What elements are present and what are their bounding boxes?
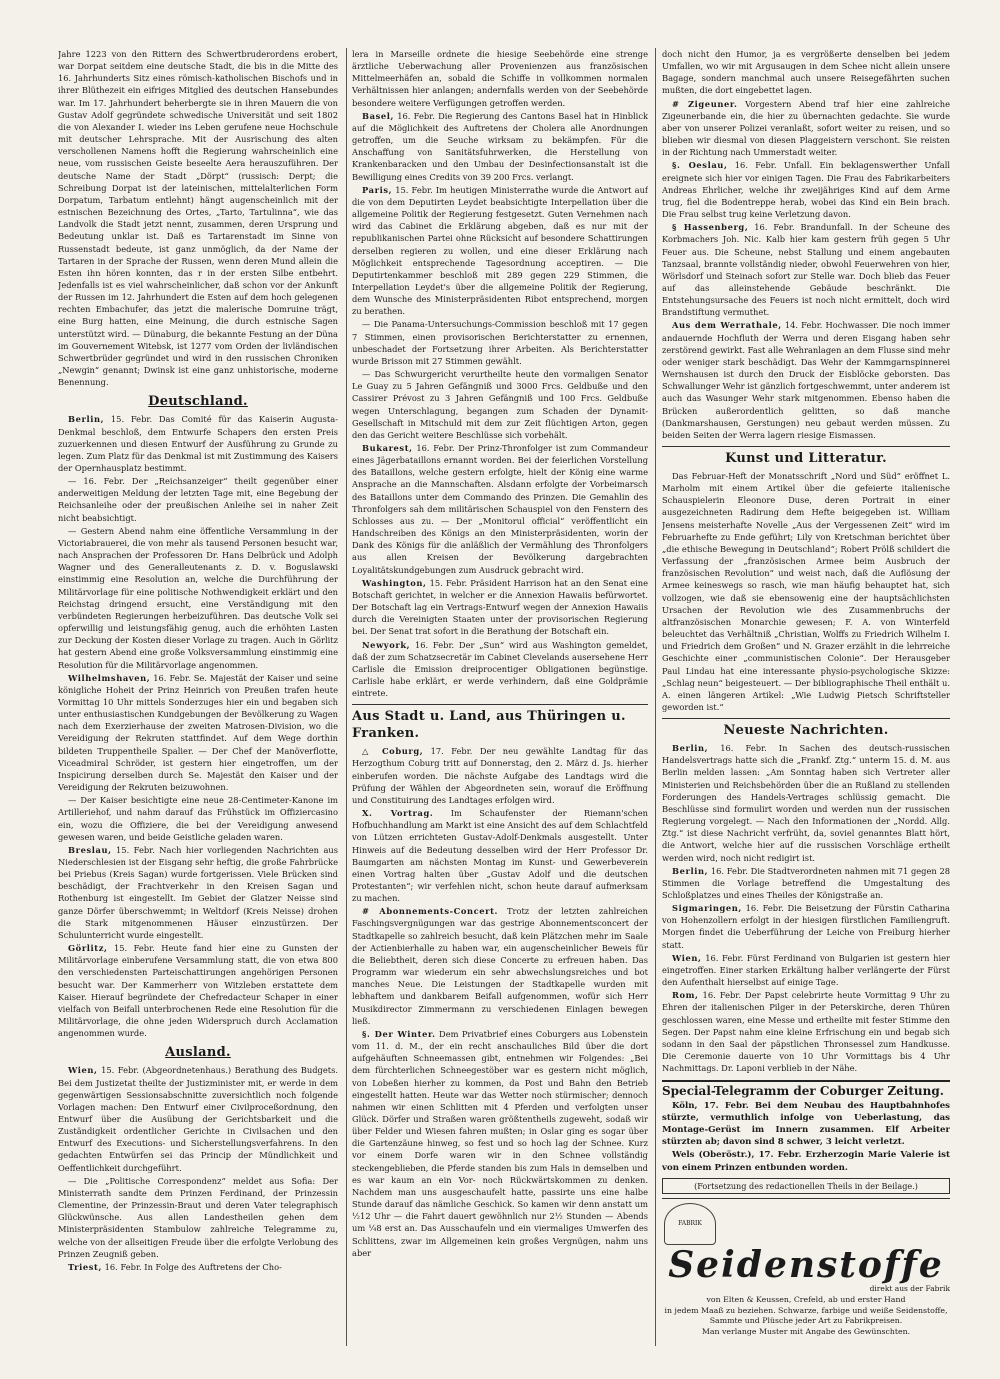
ad-line: von Elten & Keussen, Crefeld, ab und erster Hand: [706, 1295, 906, 1305]
telegram-wels: Wels (Oberöstr.), 17. Febr. Erzherzogin Marie Valerie ist von einem Prinzen entbunden worden.: [662, 1150, 950, 1173]
article-zigeuner: [662, 98, 950, 159]
article-text: — Das Schwurgericht verurtheilte heute den vormaligen Senator Le Guay zu 5 Jahren Gefängniß und 3000 Frcs. Geldbuße und den Cassirer Prévost zu 3 Jahren Gefängniß und 100 Frcs. Geldbuße wegen Unterschlagung, begangen zum Schaden der Dynamit-Gesellschaft in Mitschuld mit dem zur Zeit flüchtigen Arton, gegen den das Gericht weitere Beschlüsse sich vorbehält.: [352, 369, 648, 440]
dateline: Berlin,: [68, 414, 105, 425]
ad-line: in jedem Maaß zu beziehen. Schwarze, farbige und weiße Seidenstoffe,: [664, 1305, 948, 1315]
dateline: Wilhelmshaven,: [68, 672, 151, 683]
dateline: Berlin,: [672, 743, 709, 754]
article-text: 15. Febr. (Abgeordnetenhaus.) Berathung des Budgets. Bei dem Justizetat theilte der Justizminister mit, er werde in dem gegenwärtigen Sessionsabschnitte zuversichtlich noch folgende Vorlagen machen: Den Entwurf einer Civilproceßordnung, den Entwurf über die Ausübung der Gerichtsbarkeit und die Zuständigkeit ordentlicher Gerichte in Civilsachen und den Entwurf des Executions- und Sicherstellungsverfahrens. In den gedachten Entwürfen sei das Princip der Mündlichkeit und Oeffentlichkeit durchgeführt.: [58, 1065, 338, 1173]
article-text: 16. Febr. Unfall. Ein beklagenswerther Unfall ereignete sich hier vor einigen Tagen. Die Frau des Fabrikarbeiters Andreas Ehrlicher, welche ihr zweijähriges Kind auf dem Arme trug, fiel die Bodentreppe herab, wobei das Kind ein Bein brach. Die Frau selbst trug keine Verletzung davon.: [662, 160, 950, 220]
article-werrathal: [662, 319, 950, 441]
dateline: § Hassenberg,: [672, 222, 749, 233]
ad-title: Seidenstoffe: [668, 1243, 944, 1286]
article-newyork: [352, 639, 648, 700]
dateline: # Zigeuner.: [672, 98, 738, 109]
dateline: Rom,: [672, 990, 699, 1001]
article-sigmaringen: [662, 902, 950, 951]
dateline: Wien,: [672, 952, 702, 963]
section-heading-deutschland: Deutschland.: [148, 394, 248, 410]
column-rule: [655, 48, 656, 1346]
continuation-note: (Fortsetzung des redactionellen Theils in der Beilage.): [662, 1178, 950, 1194]
article-abonnement: [352, 905, 648, 1027]
ad-line: Man verlange Muster mit Angabe des Gewünschten.: [701, 1326, 911, 1336]
dateline: X. Vortrag.: [362, 808, 434, 819]
article-breslau: [58, 844, 338, 941]
article-berlin-neu: [662, 742, 950, 864]
article-text: 15. Febr. Präsident Harrison hat an den Senat eine Botschaft gerichtet, in welcher er die Annexion Hawaiis befürwortet. Der Botschaft lag ein Vertrags-Entwurf wegen der Annexion Hawaiis durch die Vereinigten Staaten unter der provisorischen Regierung bei. Der Senat trat sofort in die Berathung der Botschaft ein.: [352, 577, 648, 637]
article-text: 16. Febr. Die Regierung des Cantons Basel hat in Hinblick auf die Möglichkeit des Auftretens der Cholera alle Anordnungen getroffen, um die Seuche wirksam zu bekämpfen. Für die Anschaffung von Sanitätsfuhrwerken, die Herstellung von Krankenbaracken und den Umbau der Desinfectionsanstalt ist die Bewilligung eines Credits von 39 200 Frcs. verlangt.: [352, 110, 648, 182]
telegram-heading: Special-Telegramm der Coburger Zeitung.: [662, 1080, 950, 1097]
column-3: [662, 48, 950, 1348]
article-bukarest: [352, 442, 648, 576]
column-2: [352, 48, 648, 1348]
dateline: Paris,: [362, 184, 393, 195]
advertisement: [662, 1198, 950, 1337]
article-text: 14. Febr. Hochwasser. Die noch immer andauernde Hochfluth der Werra und deren Eisgang haben sehr zerstörend gewirkt. Fast alle Wehranlagen an dem Flusse sind mehr oder weniger stark beschädigt. Das Wehr der Kammgarnspinnerei Wernshausen ist durch den Druck der Eisblöcke geborsten. Das Schwallunger Wehr ist gänzlich fortgeschwemmt, unter anderem ist auch das Wasunger Wehr stark mitgenommen. Ebenso haben die Brücken außerordentlich gelitten, so daß manche (Dankmarshausen, Gerstungen) neu gebaut werden müssen. Zu beiden Seiten der Werra lagern riesige Eismassen.: [662, 320, 950, 440]
article-text: 16. Febr. Der Papst celebrirte heute Vormittag 9 Uhr zu Ehren der italienischen Pilger in der Peterskirche, deren Thüren geschlossen waren, eine Messe und ertheilte mit fester Stimme den Segen. Der Papst nahm eine kleine Erfrischung ein und begab sich sodann in den Saal der päpstlichen Thronsessel zum Handkusse. Die Ceremonie dauerte von 10 Uhr Vormittags bis 4 Uhr Nachmittags. Dr. Laponi verblieb in der Nähe.: [662, 990, 950, 1074]
article-text: Dem Privatbrief eines Coburgers aus Lobenstein vom 11. d. M., der ein recht anschauliches Bild über die dort aufgehäuften Schneemassen gibt, entnehmen wir Folgendes: „Bei dem fürchterlichen Schneegestöber war es gestern nicht möglich, von Lobeßen hierher zu kommen, da Post und Bahn den Betrieb eingestellt hatten. Heute war das Wetter noch stürmischer; dennoch nahmen wir einen Schlitten mit 4 Pferden und verfolgten unser Glück. Dörfer und Straßen waren größtentheils zugeweht, sodaß wir über Felder und Wiesen fahren mußten; in Oslar ging es sogar über die Gartenzäune hinweg, so fest und so hoch lag der Schnee. Kurz vor einem Dorfe waren wir in den Schnee vollständig steckengeblieben, die Pferde standen bis zum Hals in demselben und es war kaum an ein Vor- noch Rückwärtskommen zu denken. Nachdem man uns ausgeschaufelt hatte, passirte uns eine halbe Stunde darauf das nämliche Geschick. So kamen wir denn anstatt um ½12 Uhr — die Fahrt dauert gewöhnlich nur 2½ Stunden — Abends um ¼8 erst an. Das Ausschaufeln und ein viermaliges Umwerfen des Schlittens, zwar im Allgemeinen kein großes Vergnügen, nahm uns aber: [352, 1028, 648, 1258]
article-text: 17. Febr. Der neu gewählte Landtag für das Herzogthum Coburg tritt auf Donnerstag, den 2. März d. Js. hierher einberufen worden. Die nächste Aufgabe des Landtags wird die Prüfung der Wählen der Abgeordneten sein, worauf die Eröffnung und Constituirung des Landtages erfolgen wird.: [352, 746, 648, 805]
article-paris: [352, 184, 648, 318]
article-text: lera in Marseille ordnete die hiesige Seebehörde eine strenge ärztliche Ueberwachung aller Provenienzen aus französischen Mittelmeerhäfen an, sobald die Schiffe in vollkommen normalen Verhältnissen hier anlangen; andernfalls werden von der Seebehörde besondere weitere Verfügungen getroffen werden.: [352, 49, 648, 108]
article-text: 16. Febr. In Sachen des deutsch-russischen Handelsvertrags hatte sich die „Frankf. Ztg.“ unterm 15. d. M. aus Berlin melden lassen: „Am Sonntag haben sich Vertreter aller Ministerien und Reichsbehörden über die an Rußland zu stellenden Forderungen des Handels-Vertrages schlüssig gemacht. Die Beschlüsse sind formulirt worden und werden nun der russischen Regierung vorgelegt. — Nach den Informationen der „Nordd. Allg. Ztg.“ ist diese Nachricht verfrüht, da, soviel genanntes Blatt hört, die Antwort, welche hier auf die russischen Vorschläge ertheilt werden wird, noch nicht redigirt ist.: [662, 743, 950, 863]
article-dorpat: Jahre 1223 von den Rittern des Schwertbruderordens erobert, war Dorpat seitdem eine deutsche Stadt, die bis in die Mitte des 16. Jahrhunderts Sitz eines römisch-katholischen Bischofs und in ihrer Blüthezeit ein eifriges Mitglied des deutschen Hansebundes war. Im 17. Jahrhundert beherbergte sie in ihren Mauern die von Gustav Adolf gegründete schwedische Universität und seit 1802 die von Alexander I. wieder ins Leben gerufene neue Hochschule mit deutscher Lehrsprache. Mit der Ausrischung des alten verschollenen Namens hofft die Regierung wahrscheinlich eine neue, vom russischen Geiste beseelte Aera herauszuführen. Der deutsche Name der Stadt „Dörpt“ (russisch: Derpt; die Schreibung Dorpat ist der lateinischen, mittelalterlichen Form Dorpatum, Tarbatum entlehnt) hängt augenscheinlich mit der estnischen Bezeichnung des Ortes, „Tarto, Tartulinna“, wie das Landvolk die Stadt jetzt nennt, zusammen, deren Ursprung und Bedeutung unklar ist. Daß es Tartarenstadt im Sinne von Russenstadt bedeute, ist ganz unmöglich, da der Name der Tartaren in der Sprache der Russen, wenn deren Mund allein die Esten ihn hören konnten, das r in der ersten Silbe entbehrt. Jedenfalls ist es viel wahrscheinlicher, daß schon vor der Ankunft der Russen im 12. Jahrhundert die Esten auf dem hoch gelegenen rechten Embachufer, das jetzt die malerische Domruine trägt, eine Burg hatten, eine Meinung, die durch estnische Sagen unterstützt wird. — Dünaburg, die bekannte Festung an der Düna im Gouvernement Witebsk, ist 1277 vom Orden der livländischen Schwertbrüder gegründet und wird in den russischen Chroniken „Newgin“ genannt; Dwinsk ist eine ganz unhistorische, moderne Benennung.: [58, 49, 338, 388]
dateline: Washington,: [362, 577, 427, 588]
article-text: 15. Febr. Das Comité für das Kaiserin Augusta-Denkmal beschloß, dem Entwurfe Schapers den ersten Preis zuzuerkennen und diesen Entwurf der Ausführung zu Grunde zu legen. Zum Platz für das Denkmal ist mit Zustimmung des Kaisers der Opernhausplatz bestimmt.: [58, 414, 338, 473]
dateline: Wien,: [68, 1065, 98, 1076]
article-text: 16. Febr. Brandunfall. In der Scheune des Korbmachers Joh. Nic. Kalb hier kam gestern früh gegen 5 Uhr Feuer aus. Die Scheune, nebst Stallung und einem angebauten Tanzsaal, brannte vollständig nieder, obwohl Feuerwehren von hier, Wörlsdorf und Steinach sofort zur Stelle war. Doch blieb das Feuer auf das alleinstehende Gebäude beschränkt. Die Entstehungsursache des Feuers ist noch nicht ermittelt, doch wird Brandstiftung vermuthet.: [662, 222, 950, 318]
article-text: 16. Febr. Der „Sun“ wird aus Washington gemeldet, daß der zum Schatzsecretär im Cabinet Clevelands ausersehene Herr Carlisle die Emission dreiprocentiger Obligationen begünstige. Carlisle habe erklärt, er werde verhindern, daß eine Goldprämie eintrete.: [352, 639, 648, 699]
telegram-koeln: Köln, 17. Febr. Bei dem Neubau des Hauptbahnhofes stürzte, vermuthlich infolge von Ueberlastung, das Montage-Gerüst im Innern zusammen. Elf Arbeiter stürzten ab; davon sind 8 schwer, 3 leicht verletzt.: [662, 1100, 950, 1148]
dateline: △ Coburg,: [362, 746, 424, 757]
article-berlin-neu2: [662, 865, 950, 901]
article-text: 16. Febr. Der Prinz-Thronfolger ist zum Commandeur eines Jägerbataillons ernannt worden. Bei der feierlichen Vorstellung des Bataillons, welche gestern erfolgte, hielt der König eine warme Ansprache an die Mannschaften. Alsdann erfolgte der Vorbeimarsch des Bataillons unter dem Commando des Prinzen. Die Gemahlin des Thronfolgers sah dem militärischen Schauspiel von den Fenstern des Schlosses aus zu. — Der „Monitorul official“ veröffentlicht ein Handschreiben des Königs an den Ministerpräsidenten, worin der Dank des Königs für die anläßlich der Vermählung des Thronfolgers aus allen Kreisen der Bevölkerung dargebrachten Loyalitätskundgebungen zum Ausdruck gebracht wird.: [352, 443, 648, 575]
dateline: §. Der Winter.: [362, 1028, 436, 1039]
article-washington: [352, 577, 648, 638]
article-text: 15. Febr. Nach hier vorliegenden Nachrichten aus Niederschlesien ist der Eisgang sehr heftig, die große Fahrbrücke bei Priebus (Kreis Sagan) wurde fortgerissen. Viele Brücken sind beschädigt, der Frachtverkehr in den Kreisen Sagan und Rothenburg ist eingestellt. Im Gebiet der Glatzer Neisse sind ganze Dörfer überschwemmt; in Weltdorf (Kreis Neisse) drohen die Stark mitgenommenen Häuser einzustürzen. Der Schulunterricht wurde eingestellt.: [58, 844, 338, 940]
dateline: Triest,: [68, 1261, 102, 1272]
dateline: Sigmaringen,: [672, 903, 742, 914]
dateline: Bukarest,: [362, 443, 413, 453]
dateline: Basel,: [362, 110, 394, 121]
article-wilhelmshaven: [58, 672, 338, 794]
article-text: 16. Febr. Die Stadtverordneten nahmen mit 71 gegen 28 Stimmen die Vorlage betreffend die Umgestaltung des Schloßplatzes und eines Theiles der Königstraße an.: [662, 865, 950, 900]
article-winter: [352, 1028, 648, 1259]
article-text: 16. Febr. In Folge des Auftretens der Cho-: [104, 1261, 282, 1272]
dateline: Görlitz,: [68, 943, 108, 954]
section-heading-stadt-land: Aus Stadt u. Land, aus Thüringen u. Franken.: [352, 704, 648, 742]
dateline: # Abonnements-Concert.: [362, 906, 499, 917]
dateline: Aus dem Werrathale,: [672, 320, 782, 331]
dateline: Berlin,: [672, 865, 709, 876]
article-text: — Gestern Abend nahm eine öffentliche Versammlung in der Victoriabrauerei, die von mehr als tausend Personen besucht war, nach Ansprachen der Professoren Dr. Hans Delbrück und Adolph Wagner und des Generalleutenants z. D. v. Boguslawski einstimmig eine Resolution an, welche die Durchführung der Militärvorlage für eine politische Nothwendigkeit erklärt und den Reichstag dringend ersucht, eine Verständigung mit den verbündeten Regierungen herbeizuführen. Das deutsche Volk sei opferwillig und leistungsfähig genug, auch die erhöhten Lasten zur Deckung der Kosten dieser Vorlage zu tragen. Auch in Görlitz hat gestern Abend eine große Volksversammlung einstimmig eine Resolution für die Militärvorlage angenommen.: [58, 525, 338, 670]
article-goerlitz: [58, 942, 338, 1039]
article-wien-neu: [662, 952, 950, 988]
article-basel: [352, 110, 648, 183]
column-rule: [346, 48, 347, 1346]
article-berlin: [58, 413, 338, 474]
article-coburg: [352, 745, 648, 806]
dateline: Breslau,: [68, 844, 112, 855]
dateline: §. Oeslau,: [672, 160, 728, 171]
section-heading-kunst: Kunst und Litteratur.: [662, 446, 950, 467]
article-oeslau: [662, 159, 950, 220]
article-text: 16. Febr. Die Beisetzung der Fürstin Catharina von Hohenzollern erfolgt in der hiesigen fürstlichen Familiengruft. Morgen findet die Ueberführung der Leiche von Freiburg hierher statt.: [662, 903, 950, 950]
article-text: 15. Febr. Im heutigen Ministerrathe wurde die Antwort auf die von dem Deputirten Leydet beabsichtigte Interpellation über die allgemeine Politik der Regierung festgesetzt. Guten Vernehmen nach wird das Cabinet die Erklärung abgeben, daß es nur mit der republikanischen Partei ohne Rücksicht auf besondere Schattirungen derselben regieren zu wollen, und eine dieser Erklärung nach Möglichkeit entsprechende Tagesordnung acceptiren. — Die Deputirtenkammer beschloß mit 289 gegen 229 Stimmen, die Interpellation Leydet's über die allgemeine Politik der Regierung, dem Wunsche des Ministerpräsidenten Ribot entsprechend, morgen zu berathen.: [352, 184, 648, 317]
dateline: Newyork,: [362, 639, 411, 650]
article-kunst: Das Februar-Heft der Monatsschrift „Nord und Süd“ eröffnet L. Marholm mit einem Artikel über die gefeierte italienische Schauspielerin Eleonore Duse, deren Portrait in einer ausgezeichneten Radirung dem Hefte beigegeben ist. William Jensens meisterhafte Novelle „Aus der Vergessenen Zeit“ wird im Februarhefte zu Ende geführt; Lily von Kretschman berichtet über „die ethische Bewegung in Deutschland“; Robert Prölß schildert die Verfassung der „französischen Armee beim Ausbruch der französischen Revolution“ und weist nach, daß die Auflösung der Armee keineswegs so rasch, wie man häufig behauptet hat, sich vollzogen, wie daß sie ebensowenig eine der hauptsächlichsten Ursachen der Revolution wie des Zusammenbruchs der altfranzösischen Monarchie gewesen; F. A. von Winterfeld beleuchtet das Verhältniß „Christian, Wolffs zu Friedrich Wilhelm I. und Friedrich dem Großen“ und N. Grazer erzählt in die lehrreiche Geschichte einer „communistischen Colonie“. Der Herausgeber Paul Lindau hat eine interessante physio-psychologische Skizze: „Schlag neun“ beigesteuert. — Der bibliographische Theil enthält u. A. einen längeren Artikel: „Wie Ludwig Pietsch Schriftsteller geworden ist.“: [662, 471, 950, 712]
article-wien: [58, 1064, 338, 1173]
article-text: Im Schaufenster der Riemann'schen Hofbuchhandlung am Markt ist eine Ansicht des auf dem Schlachtfeld von Lützen errichteten Gustav-Adolf-Denkmals ausgestellt. Unter Hinweis auf die Bedeutung desselben wird der Herr Professor Dr. Baumgarten am nächsten Montag im Kunst- und Gewerbeverein einen Vortrag halten über „Gustav Adolf und die deutschen Protestanten“; wir verfehlen nicht, schon heute darauf aufmerksam zu machen.: [352, 808, 648, 904]
article-text: Vorgestern Abend traf hier eine zahlreiche Zigeunerbande ein, die hier zu übernachten gedachte. Sie wurde aber von unserer Polizei veranlaßt, sofort weiter zu reisen, und so blieben wir diesmal von diesen Plaggeistern verschont. Sie reisten in der Richtung nach Ummerstadt weiter.: [662, 98, 950, 158]
article-text: Trotz der letzten zahlreichen Faschingsvergnügungen war das gestrige Abonnementsconcert der Stadtkapelle so zahlreich besucht, daß kein Plätzchen mehr im Saale der Actienbierhalle zu haben war, ein augenscheinlicher Beweis für die Beliebtheit, deren sich diese Concerte zu erfreuen haben. Das Programm war wiederum ein sehr abwechslungsreiches und bot manches Neue. Die Leistungen der Stadtkapelle wurden mit lebhaftem und dankbarem Beifall aufgenommen, wofür sich Herr Musikdirector Zimmermann zu verschiedenen Einlagen bewegen ließ.: [352, 906, 648, 1026]
article-rom: [662, 989, 950, 1074]
article-text: 15. Febr. Heute fand hier eine zu Gunsten der Militärvorlage einberufene Versammlung statt, die von etwa 800 den verschiedensten Parteischattirungen angehörigen Personen besucht war. Der Kammerherr von Witzleben erstattete dem Kaiser. Hierauf begründete der Chefredacteur Schaper in einer vielfach von Beifall unterbrochenen Rede eine Resolution für die Militärvorlage, die ohne jeden Widerspruch durch Acclamation angenommen wurde.: [58, 943, 338, 1039]
section-heading-ausland: Ausland.: [165, 1045, 231, 1061]
ad-subtitle: direkt aus der Fabrik: [869, 1283, 950, 1293]
article-text: doch nicht den Humor, ja es vergrößerte denselben bei jedem Umfallen, wo wir mit Argusaugen in dem Schee nicht allein unsere Bagage, sondern manchmal auch unsere Reisegefährten suchen mußten, die dort eingebettet lagen.: [662, 49, 950, 96]
ad-line: Sammte und Plüsche jeder Art zu Fabrikpreisen.: [709, 1316, 903, 1326]
article-text: 16. Febr. Se. Majestät der Kaiser und seine königliche Hoheit der Prinz Heinrich von Preußen trafen heute Vormittag 10 Uhr mittels Sonderzuges hier ein und begaben sich unter enthusiastischen Kundgebungen der Bevölkerung zu Wagen nach dem Exerzierhause der zweiten Matrosen-Division, wo die Vereidigung der Rekruten stattfindet. Auf dem Wege dorthin bildeten Truppentheile Spalier. — Der Chef der Manöverflotte, Viceadmiral Schröder, ist gestern hier eingetroffen, um der Inspicirung derselben durch Se. Majestät den Kaiser und der Vereidigung der Rekruten beizuwohnen.: [58, 672, 338, 793]
article-triest: [58, 1261, 338, 1273]
article-vortrag: [352, 807, 648, 904]
column-1: [58, 48, 338, 1348]
section-heading-neueste: Neueste Nachrichten.: [662, 718, 950, 739]
factory-emblem-icon: FABRIK: [664, 1203, 716, 1245]
article-text: — Der Kaiser besichtigte eine neue 28-Centimeter-Kanone im Artilleriehof, und nahm darauf das Frühstück im Offiziercasino ein, wozu die Offiziere, die bei der Vereidigung anwesend gewesen waren, und beide Geistliche geladen waren.: [58, 795, 338, 842]
article-text: — Die „Politische Correspondenz“ meldet aus Sofia: Der Ministerrath sandte dem Prinzen Ferdinand, der Prinzessin Clementine, der Prinzessin-Braut und deren Vater telegraphisch Glückwünsche. Aus allen Landestheilen gehen dem Ministerpräsidenten Stambulow zahlreiche Telegramme zu, welche von der allseitigen Freude über die erfolgte Verlobung des Prinzen Zeugniß geben.: [58, 1175, 338, 1259]
article-text: 16. Febr. Fürst Ferdinand von Bulgarien ist gestern hier eingetroffen. Einer starken Erkältung halber verlängerte der Fürst den Aufenthalt hierselbst auf einige Tage.: [662, 952, 950, 988]
article-text: — 16. Febr. Der „Reichsanzeiger“ theilt gegenüber einer anderweitigen Meldung der letzten Tage mit, eine Begebung der Reichsanleihe oder der preußischen Anleihe sei in naher Zeit nicht beabsichtigt.: [58, 476, 338, 523]
article-hassenberg: [662, 221, 950, 318]
article-text: — Die Panama-Untersuchungs-Commission beschloß mit 17 gegen 7 Stimmen, einen provisorischen Berichterstatter zu ernennen, unbeschadet der Fortsetzung ihrer Arbeiten. Als Berichterstatter wurde Brisson mit 27 Stimmen gewählt.: [352, 319, 648, 366]
